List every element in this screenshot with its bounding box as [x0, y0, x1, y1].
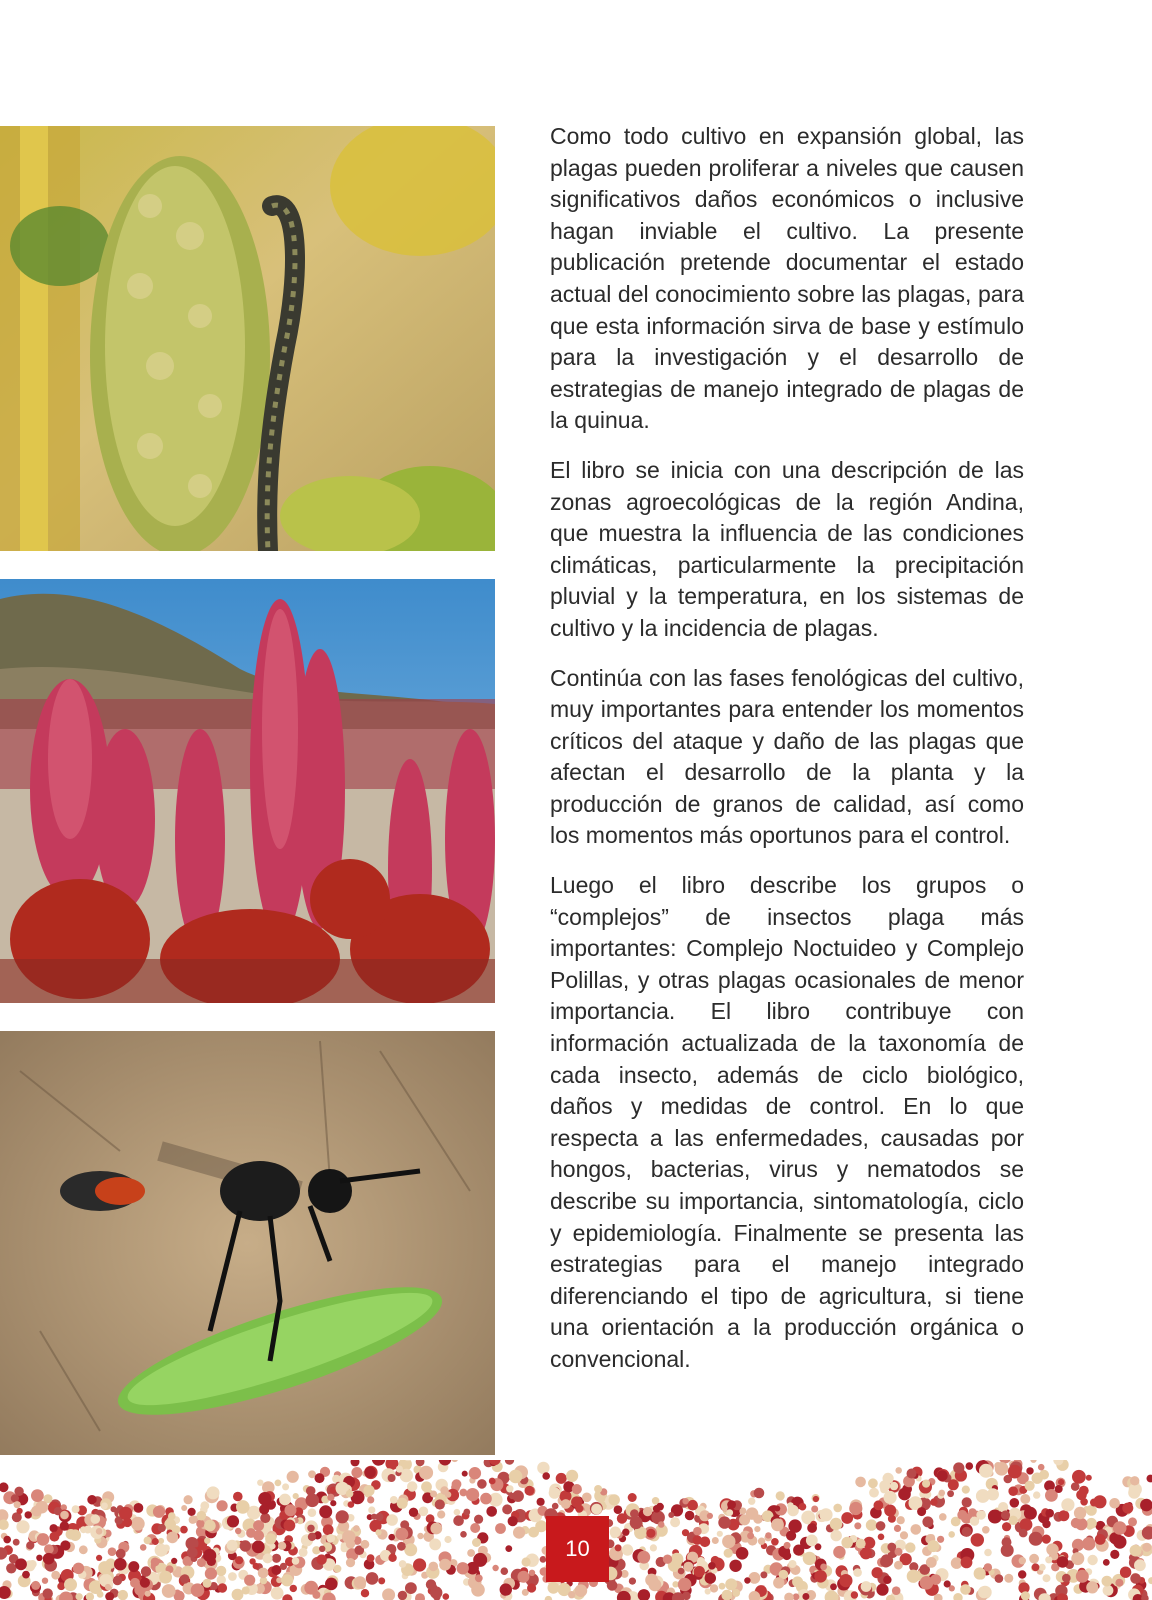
- body-text: [550, 121, 1024, 1394]
- paragraph-agroecological-zones: El libro se inicia con una descripción de las zonas agroecológicas de la región Andina, que muestra la influencia de las condiciones climáticas, particularmente la precipitación pluvial y la temperatura, en los sistemas de cultivo y la incidencia de plagas.: [550, 456, 1024, 641]
- photo-red-quinoa-field: [0, 579, 495, 1003]
- photo-wasp-with-green-caterpillar: [0, 1031, 495, 1455]
- photo-caterpillar-on-quinoa: [0, 126, 495, 551]
- paragraph-pest-complexes: Luego el libro describe los grupos o “complejos” de insectos plaga más importantes: Complejo Noctuideo y Complejo Polillas, y otras plagas ocasionales de menor importancia. El libro contribuye con información actualizada de la taxonomía de cada insecto, además de ciclo biológico, daños y medidas de control. En lo que respecta a las enfermedades, causadas por hongos, bacterias, virus y nematodos se describe su importancia, sintomatología, ciclo y epidemiología. Finalmente se presenta las estrategias para el manejo integrado diferenciando el tipo de agricultura, si tiene una orientación a la producción orgánica o convencional.: [550, 872, 1024, 1372]
- page-number: 10: [546, 1516, 609, 1582]
- paragraph-intro: Como todo cultivo en expansión global, las plagas pueden proliferar a niveles que causen significativos daños económicos o inclusive hagan inviable el cultivo. La presente publicación pretende documentar el estado actual del conocimiento sobre las plagas, para que esta información sirva de base y estímulo para la investigación y el desarrollo de estrategias de manejo integrado de plagas de la quinua.: [550, 123, 1024, 434]
- paragraph-phenological-phases: Continúa con las fases fenológicas del cultivo, muy importantes para entender los momentos críticos del ataque y daño de las plagas que afectan el desarrollo de la planta y la producción de granos de calidad, así como los momentos más oportunos para el control.: [550, 664, 1024, 849]
